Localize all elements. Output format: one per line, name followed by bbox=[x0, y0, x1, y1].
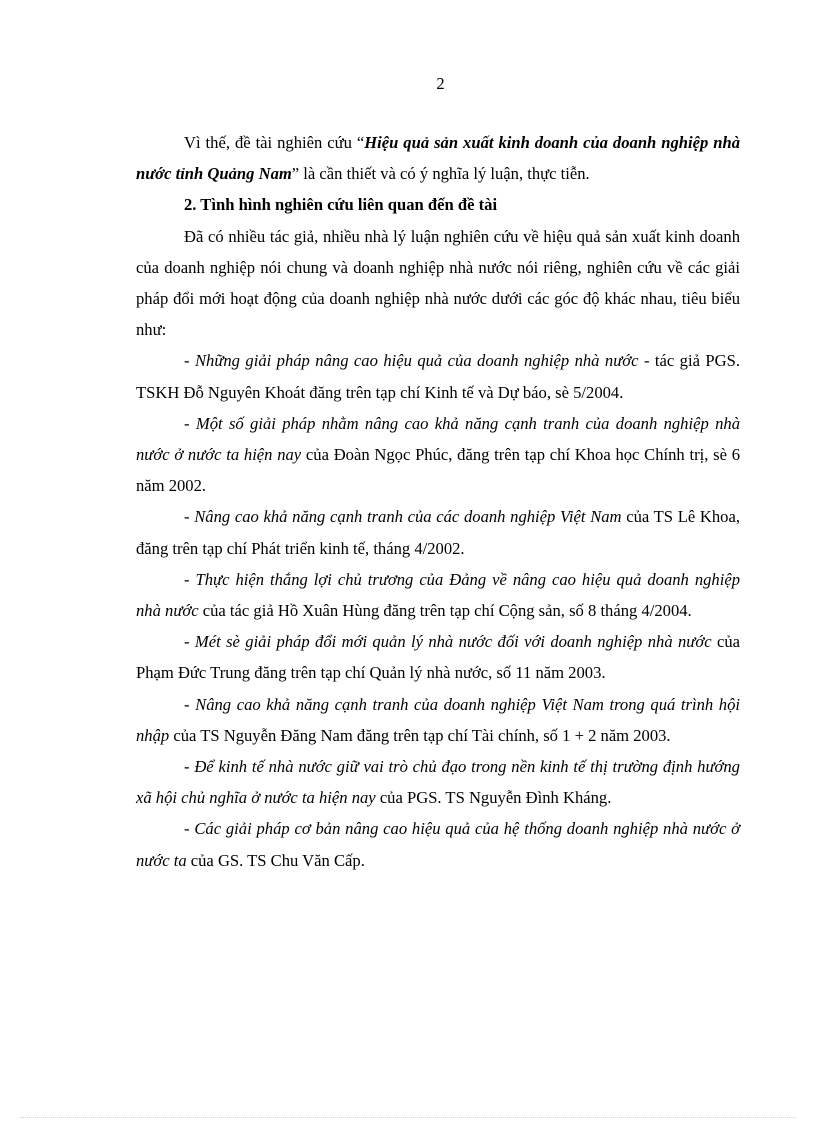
reference-title: Thực hiện thắng lợi chủ trương của Đảng về nâng cao hiệu quả doanh nghiệp nhà nước bbox=[136, 569, 740, 621]
reference-details: của GS. TS Chu Văn Cấp. bbox=[186, 850, 365, 870]
reference-details: của PGS. TS Nguyễn Đình Kháng. bbox=[375, 788, 612, 808]
reference-item bbox=[136, 501, 740, 563]
reference-item bbox=[136, 689, 740, 751]
reference-item bbox=[136, 345, 740, 407]
reference-details: - tác giả PGS. TSKH Đỗ Nguyên Khoát đăng trên tạp chí Kinh tế và Dự báo, sè 5/2004. bbox=[136, 351, 740, 402]
reference-item bbox=[136, 564, 740, 626]
intro-suffix: ” là cần thiết và có ý nghĩa lý luận, thực tiễn. bbox=[291, 164, 590, 184]
page-number: 2 bbox=[436, 74, 445, 93]
reference-item bbox=[136, 626, 740, 688]
reference-title: Những giải pháp nâng cao hiệu quả của doanh nghiệp nhà nước bbox=[194, 351, 639, 371]
reference-title: Một số giải pháp nhằm nâng cao khả năng cạnh tranh của doanh nghiệp nhà nước ở nước ta hiện nay bbox=[136, 413, 740, 465]
page-bottom-divider bbox=[20, 1117, 796, 1118]
intro-prefix: Vì thế, đề tài nghiên cứu “ bbox=[184, 133, 365, 152]
document-body bbox=[136, 127, 740, 876]
reference-dash: - bbox=[184, 569, 196, 589]
thesis-title: Hiệu quả sản xuất kinh doanh của doanh nghiệp nhà nước tỉnh Quảng Nam bbox=[136, 133, 740, 184]
reference-title: Nâng cao khả năng cạnh tranh của các doanh nghiệp Việt Nam bbox=[194, 507, 622, 527]
section-heading: 2. Tình hình nghiên cứu liên quan đến đề tài bbox=[184, 195, 498, 215]
intro-paragraph bbox=[136, 127, 740, 189]
reference-details: của TS Nguyễn Đăng Nam đăng trên tạp chí Tài chính, số 1 + 2 năm 2003. bbox=[169, 725, 671, 745]
reference-title: Mét sè giải pháp đổi mới quản lý nhà nước đối với doanh nghiệp nhà nước bbox=[194, 632, 712, 652]
reference-title: Các giải pháp cơ bản nâng cao hiệu quả của hệ thống doanh nghiệp nhà nước ở nước ta bbox=[136, 819, 740, 870]
reference-dash: - bbox=[184, 507, 195, 527]
reference-dash: - bbox=[184, 694, 196, 714]
reference-dash: - bbox=[184, 413, 196, 433]
reference-item bbox=[136, 408, 740, 502]
reference-title: Để kinh tế nhà nước giữ vai trò chủ đạo trong nền kinh tế thị trường định hướng xã hội chủ nghĩa ở nước ta hiện nay bbox=[136, 757, 740, 808]
reference-dash: - bbox=[184, 351, 195, 371]
reference-details: của Đoàn Ngọc Phúc, đăng trên tạp chí Khoa học Chính trị, sè 6 năm 2002. bbox=[136, 445, 740, 496]
reference-details: của TS Lê Khoa, đăng trên tạp chí Phát triển kinh tế, tháng 4/2002. bbox=[136, 507, 740, 558]
reference-details: của tác giả Hồ Xuân Hùng đăng trên tạp chí Cộng sản, số 8 tháng 4/2004. bbox=[198, 601, 692, 621]
reference-details: của Phạm Đức Trung đăng trên tạp chí Quản lý nhà nước, số 11 năm 2003. bbox=[136, 632, 740, 683]
section-intro-paragraph: Đã có nhiều tác giả, nhiều nhà lý luận nghiên cứu về hiệu quả sản xuất kinh doanh của doanh nghiệp nói chung và doanh nghiệp nhà nước nói riêng, nghiên cứu về các giải pháp đổi mới hoạt động của doanh nghiệp nhà nước dưới các góc độ khác nhau, tiêu biểu như: bbox=[136, 226, 740, 340]
reference-item bbox=[136, 813, 740, 875]
reference-dash: - bbox=[184, 632, 195, 652]
reference-dash: - bbox=[184, 819, 195, 839]
reference-title: Nâng cao khả năng cạnh tranh của doanh nghiệp Việt Nam trong quá trình hội nhập bbox=[136, 694, 740, 745]
reference-dash: - bbox=[184, 757, 195, 777]
reference-item bbox=[136, 751, 740, 813]
